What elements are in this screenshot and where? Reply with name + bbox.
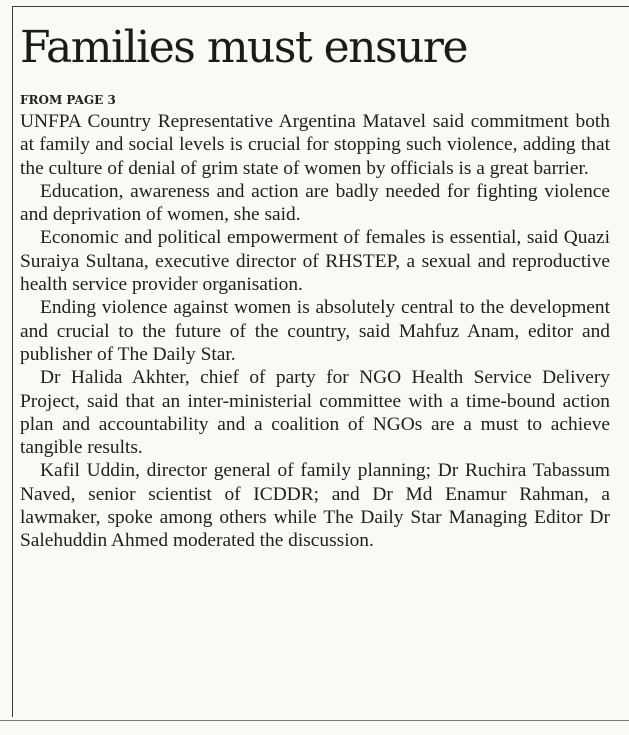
article-body bbox=[20, 110, 610, 553]
paragraph: Economic and political empowerment of females is essential, said Quazi Suraiya Sultana, executive director of RHSTEP, a sexual and reproductive health service provider organisation. bbox=[20, 227, 610, 296]
paragraph: Kafil Uddin, director general of family planning; Dr Ruchira Tabassum Naved, senior scientist of ICDDR; and Dr Md Enamur Rahman, a lawmaker, spoke among others while The Daily Star Managing Editor Dr Salehuddin Ahmed moderated the discussion. bbox=[20, 460, 610, 552]
paragraph: Dr Halida Akhter, chief of party for NGO Health Service Delivery Project, said that an inter-ministerial committee with a time-bound action plan and accountability and a coalition of NGOs are a must to achieve tangible results. bbox=[20, 367, 610, 459]
top-border-rule bbox=[12, 6, 629, 7]
paragraph: Education, awareness and action are badly needed for fighting violence and deprivation of women, she said. bbox=[20, 180, 610, 226]
bottom-border-rule bbox=[0, 720, 629, 721]
paragraph: Ending violence against women is absolutely central to the development and crucial to the future of the country, said Mahfuz Anam, editor and publisher of The Daily Star. bbox=[20, 297, 610, 365]
headline: Families must ensure bbox=[20, 22, 467, 73]
left-border-rule bbox=[12, 6, 13, 717]
paragraph: UNFPA Country Representative Argentina Matavel said commitment both at family and social levels is crucial for stopping such violence, adding that the culture of denial of grim state of women by officials is a great barrier. bbox=[20, 111, 610, 179]
continued-from-label: FROM PAGE 3 bbox=[20, 93, 116, 107]
